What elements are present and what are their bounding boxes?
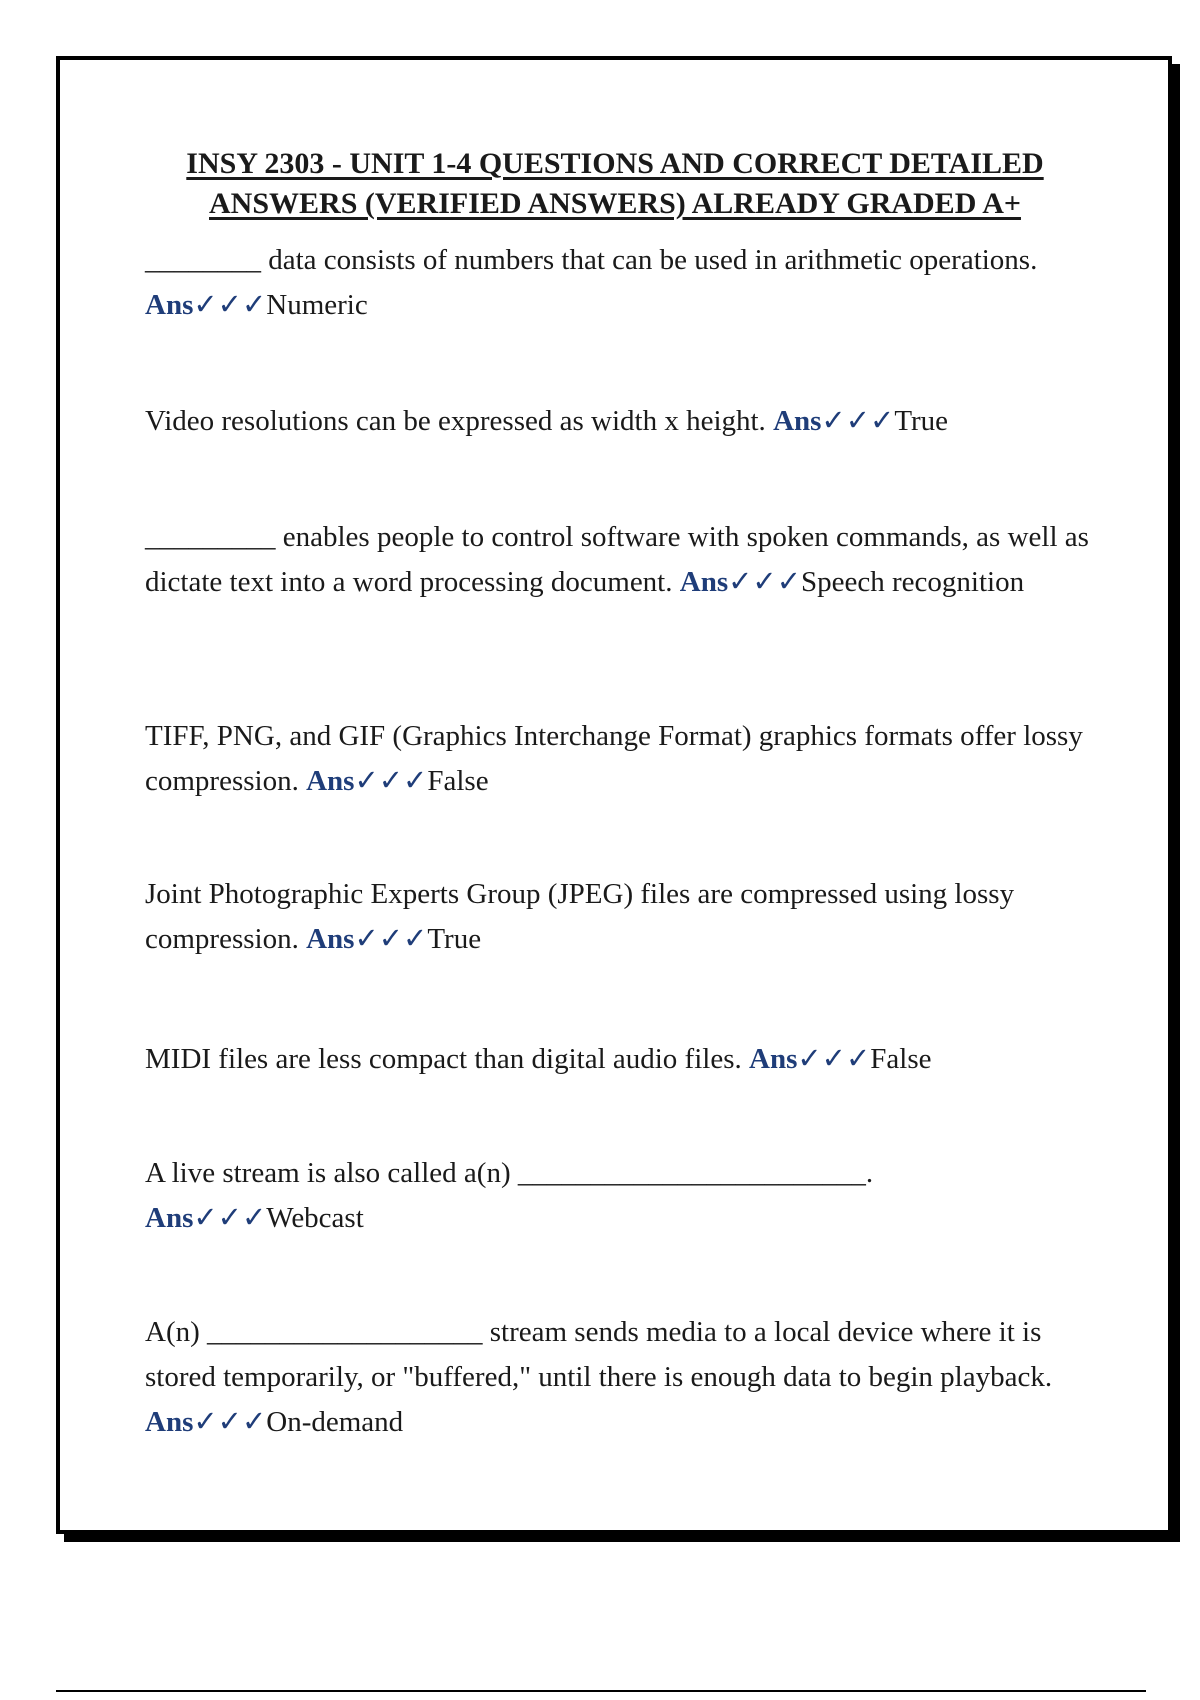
checkmark-icon: ✓✓✓: [193, 1202, 267, 1234]
qa-item-4: [145, 714, 1095, 804]
title-line-1: INSY 2303 - UNIT 1-4 QUESTIONS AND CORRECT DETAILED: [186, 147, 1044, 180]
qa-item-8: [145, 1310, 1095, 1445]
document-title: [145, 144, 1085, 224]
checkmark-icon: ✓✓✓: [728, 566, 802, 598]
answer-label: Ans: [773, 405, 822, 437]
answer-label: Ans: [145, 1406, 194, 1438]
answer-text: Webcast: [266, 1202, 364, 1234]
qa-item-2: [145, 399, 1095, 444]
answer-text: Numeric: [266, 289, 368, 321]
footer-divider: [56, 1690, 1146, 1692]
checkmark-icon: ✓✓✓: [354, 923, 428, 955]
answer-text: True: [894, 405, 949, 437]
answer-label: Ans: [749, 1043, 798, 1075]
checkmark-icon: ✓✓✓: [797, 1043, 871, 1075]
qa-item-3: [145, 515, 1095, 605]
answer-text: Speech recognition: [801, 566, 1025, 598]
question-text: A live stream is also called a(n) ________________________.: [145, 1157, 874, 1189]
qa-item-5: [145, 872, 1095, 962]
title-line-2: ANSWERS (VERIFIED ANSWERS) ALREADY GRADED A+: [209, 187, 1021, 220]
question-text: Joint Photographic Experts Group (JPEG) files are compressed using lossy compression.: [145, 878, 1015, 955]
checkmark-icon: ✓✓✓: [821, 405, 895, 437]
question-text: A(n) ___________________ stream sends media to a local device where it is stored temporarily, or "buffered," until there is enough data to begin playback.: [145, 1316, 1053, 1393]
question-text: _________ enables people to control software with spoken commands, as well as dictate text into a word processing document.: [145, 521, 1089, 598]
qa-item-6: [145, 1037, 1095, 1082]
checkmark-icon: ✓✓✓: [193, 289, 267, 321]
answer-label: Ans: [306, 923, 355, 955]
answer-label: Ans: [306, 765, 355, 797]
answer-text: On-demand: [266, 1406, 404, 1438]
checkmark-icon: ✓✓✓: [193, 1406, 267, 1438]
answer-text: False: [427, 765, 489, 797]
question-text: TIFF, PNG, and GIF (Graphics Interchange Format) graphics formats offer lossy compression.: [145, 720, 1083, 797]
answer-label: Ans: [145, 289, 194, 321]
answer-text: True: [427, 923, 482, 955]
question-text: ________ data consists of numbers that can be used in arithmetic operations.: [145, 244, 1038, 276]
qa-item-1: [145, 238, 1095, 328]
answer-label: Ans: [679, 566, 729, 598]
answer-label: Ans: [145, 1202, 194, 1234]
answer-text: False: [870, 1043, 932, 1075]
qa-item-7: [145, 1151, 1095, 1241]
checkmark-icon: ✓✓✓: [354, 765, 428, 797]
question-text: MIDI files are less compact than digital audio files.: [145, 1043, 742, 1075]
question-text: Video resolutions can be expressed as width x height.: [145, 405, 766, 437]
